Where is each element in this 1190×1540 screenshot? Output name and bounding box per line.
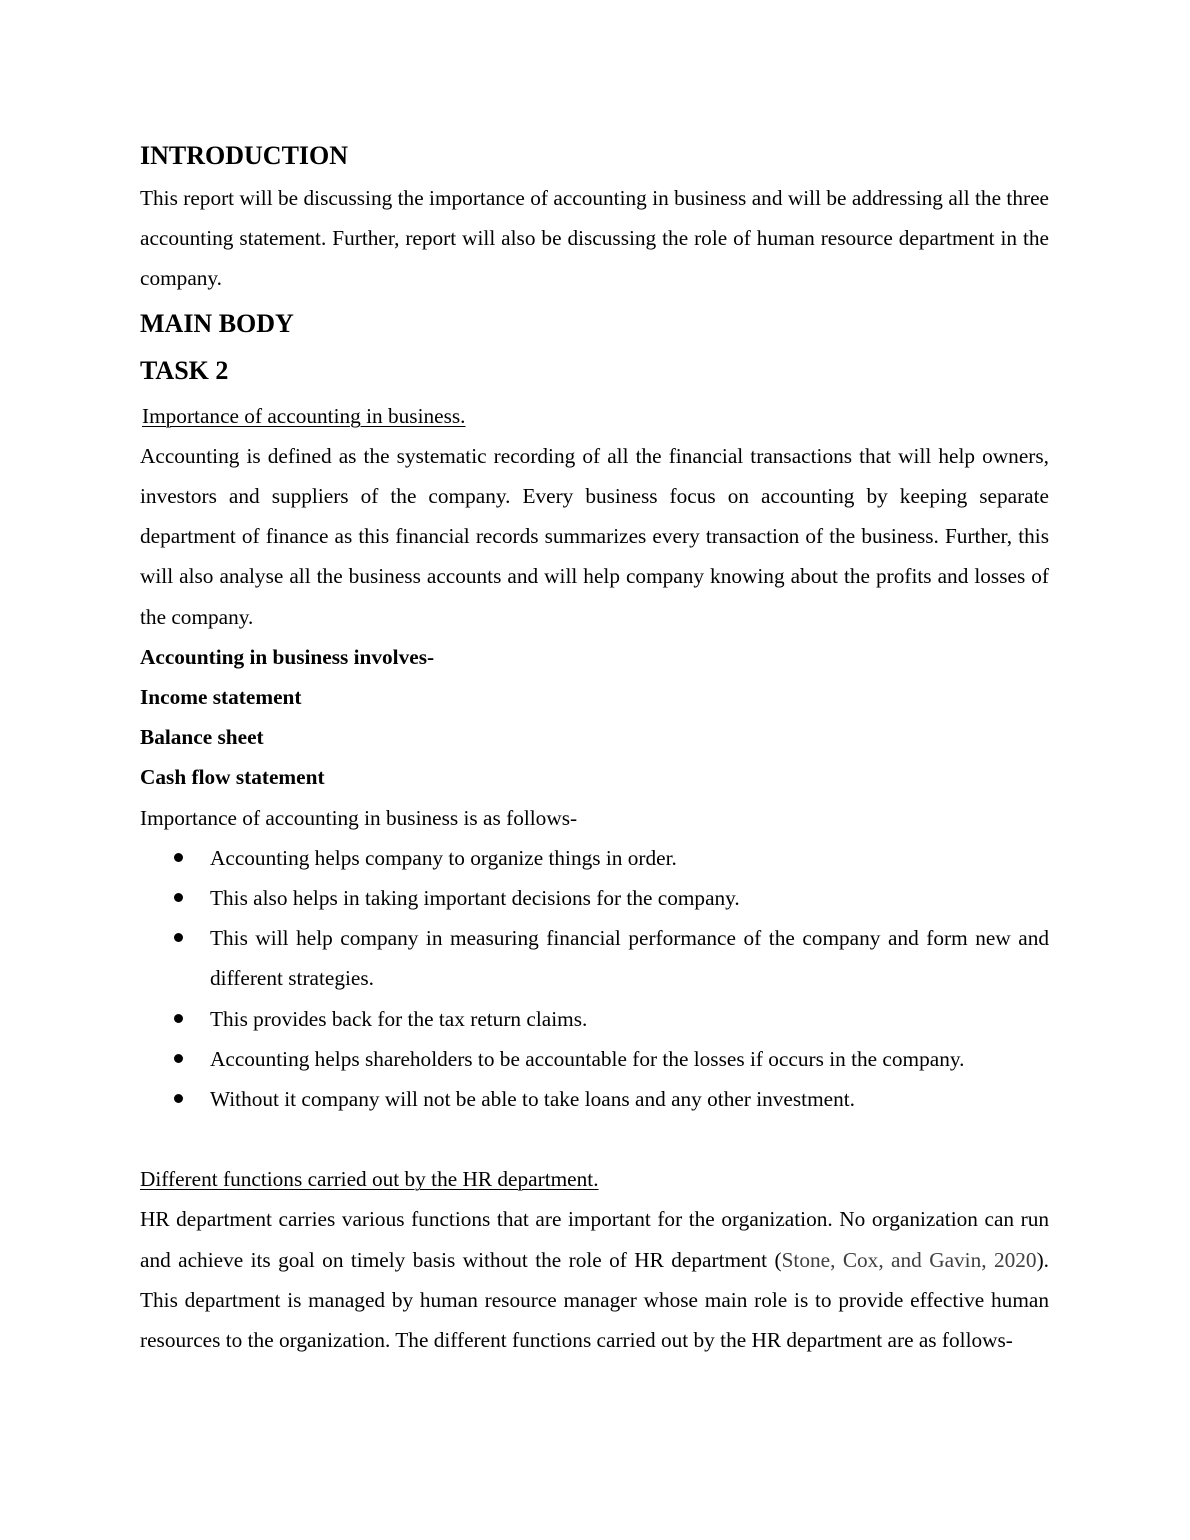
list-item: [140, 918, 1049, 998]
hr-functions-subheading: Different functions carried out by the HR department.: [140, 1167, 599, 1192]
list-item: [140, 1079, 1049, 1119]
accounting-importance-subheading: Importance of accounting in business.: [142, 403, 466, 428]
list-item-text: Without it company will not be able to take loans and any other investment.: [210, 1087, 856, 1112]
blank-line: [140, 1119, 1049, 1159]
statement-balance-sheet: Balance sheet: [140, 725, 264, 750]
accounting-definition-paragraph: Accounting is defined as the systematic recording of all the financial transactions that will help owners, investors and suppliers of the company. Every business focus on accounting by keeping separate department of finance as this financial records summarizes every transaction of the business. Further, this will also analyse all the business accounts and will help company knowing about the profits and losses of the company.: [140, 443, 1049, 629]
list-item: [140, 878, 1049, 918]
list-item-text: Accounting helps company to organize things in order.: [210, 845, 677, 870]
list-item: [140, 999, 1049, 1039]
document-page: [140, 138, 1049, 1360]
list-item: [140, 1039, 1049, 1079]
bullet-icon: [174, 1094, 183, 1103]
bullet-icon: [174, 933, 183, 942]
list-item-text: This will help company in measuring financial performance of the company and form new and different strategies.: [210, 926, 1049, 991]
accounting-involves-label: Accounting in business involves-: [140, 644, 435, 669]
hr-functions-paragraph: [140, 1199, 1049, 1360]
list-item-text: This also helps in taking important decisions for the company.: [210, 886, 740, 911]
hr-paragraph-text-continued: ). This department is managed by human resource manager whose main role is to provide effective human resources to the organization. The different functions carried out by the HR department are as follows-: [140, 1247, 1049, 1353]
bullet-icon: [174, 853, 183, 862]
list-item: [140, 838, 1049, 878]
list-item-text: This provides back for the tax return claims.: [210, 1006, 588, 1031]
statement-income: Income statement: [140, 685, 302, 710]
bullet-icon: [174, 893, 183, 902]
introduction-heading: INTRODUCTION: [140, 141, 349, 170]
bullet-icon: [174, 1014, 183, 1023]
bullet-icon: [174, 1054, 183, 1063]
list-item-text: Accounting helps shareholders to be accountable for the losses if occurs in the company.: [210, 1046, 965, 1071]
main-body-heading: MAIN BODY: [140, 308, 294, 338]
importance-intro: Importance of accounting in business is as follows-: [140, 805, 578, 830]
hr-paragraph-text: HR department carries various functions that are important for the organization. No organization can run and achieve its goal on timely basis without the role of HR department (: [140, 1207, 1049, 1272]
task-2-heading: TASK 2: [140, 355, 229, 385]
importance-bullet-list: [140, 838, 1049, 1119]
citation: Stone, Cox, and Gavin, 2020: [781, 1247, 1037, 1272]
statement-cash-flow: Cash flow statement: [140, 765, 325, 790]
introduction-paragraph: This report will be discussing the importance of accounting in business and will be addressing all the three accounting statement. Further, report will also be discussing the role of human resource department in the company.: [140, 186, 1049, 291]
